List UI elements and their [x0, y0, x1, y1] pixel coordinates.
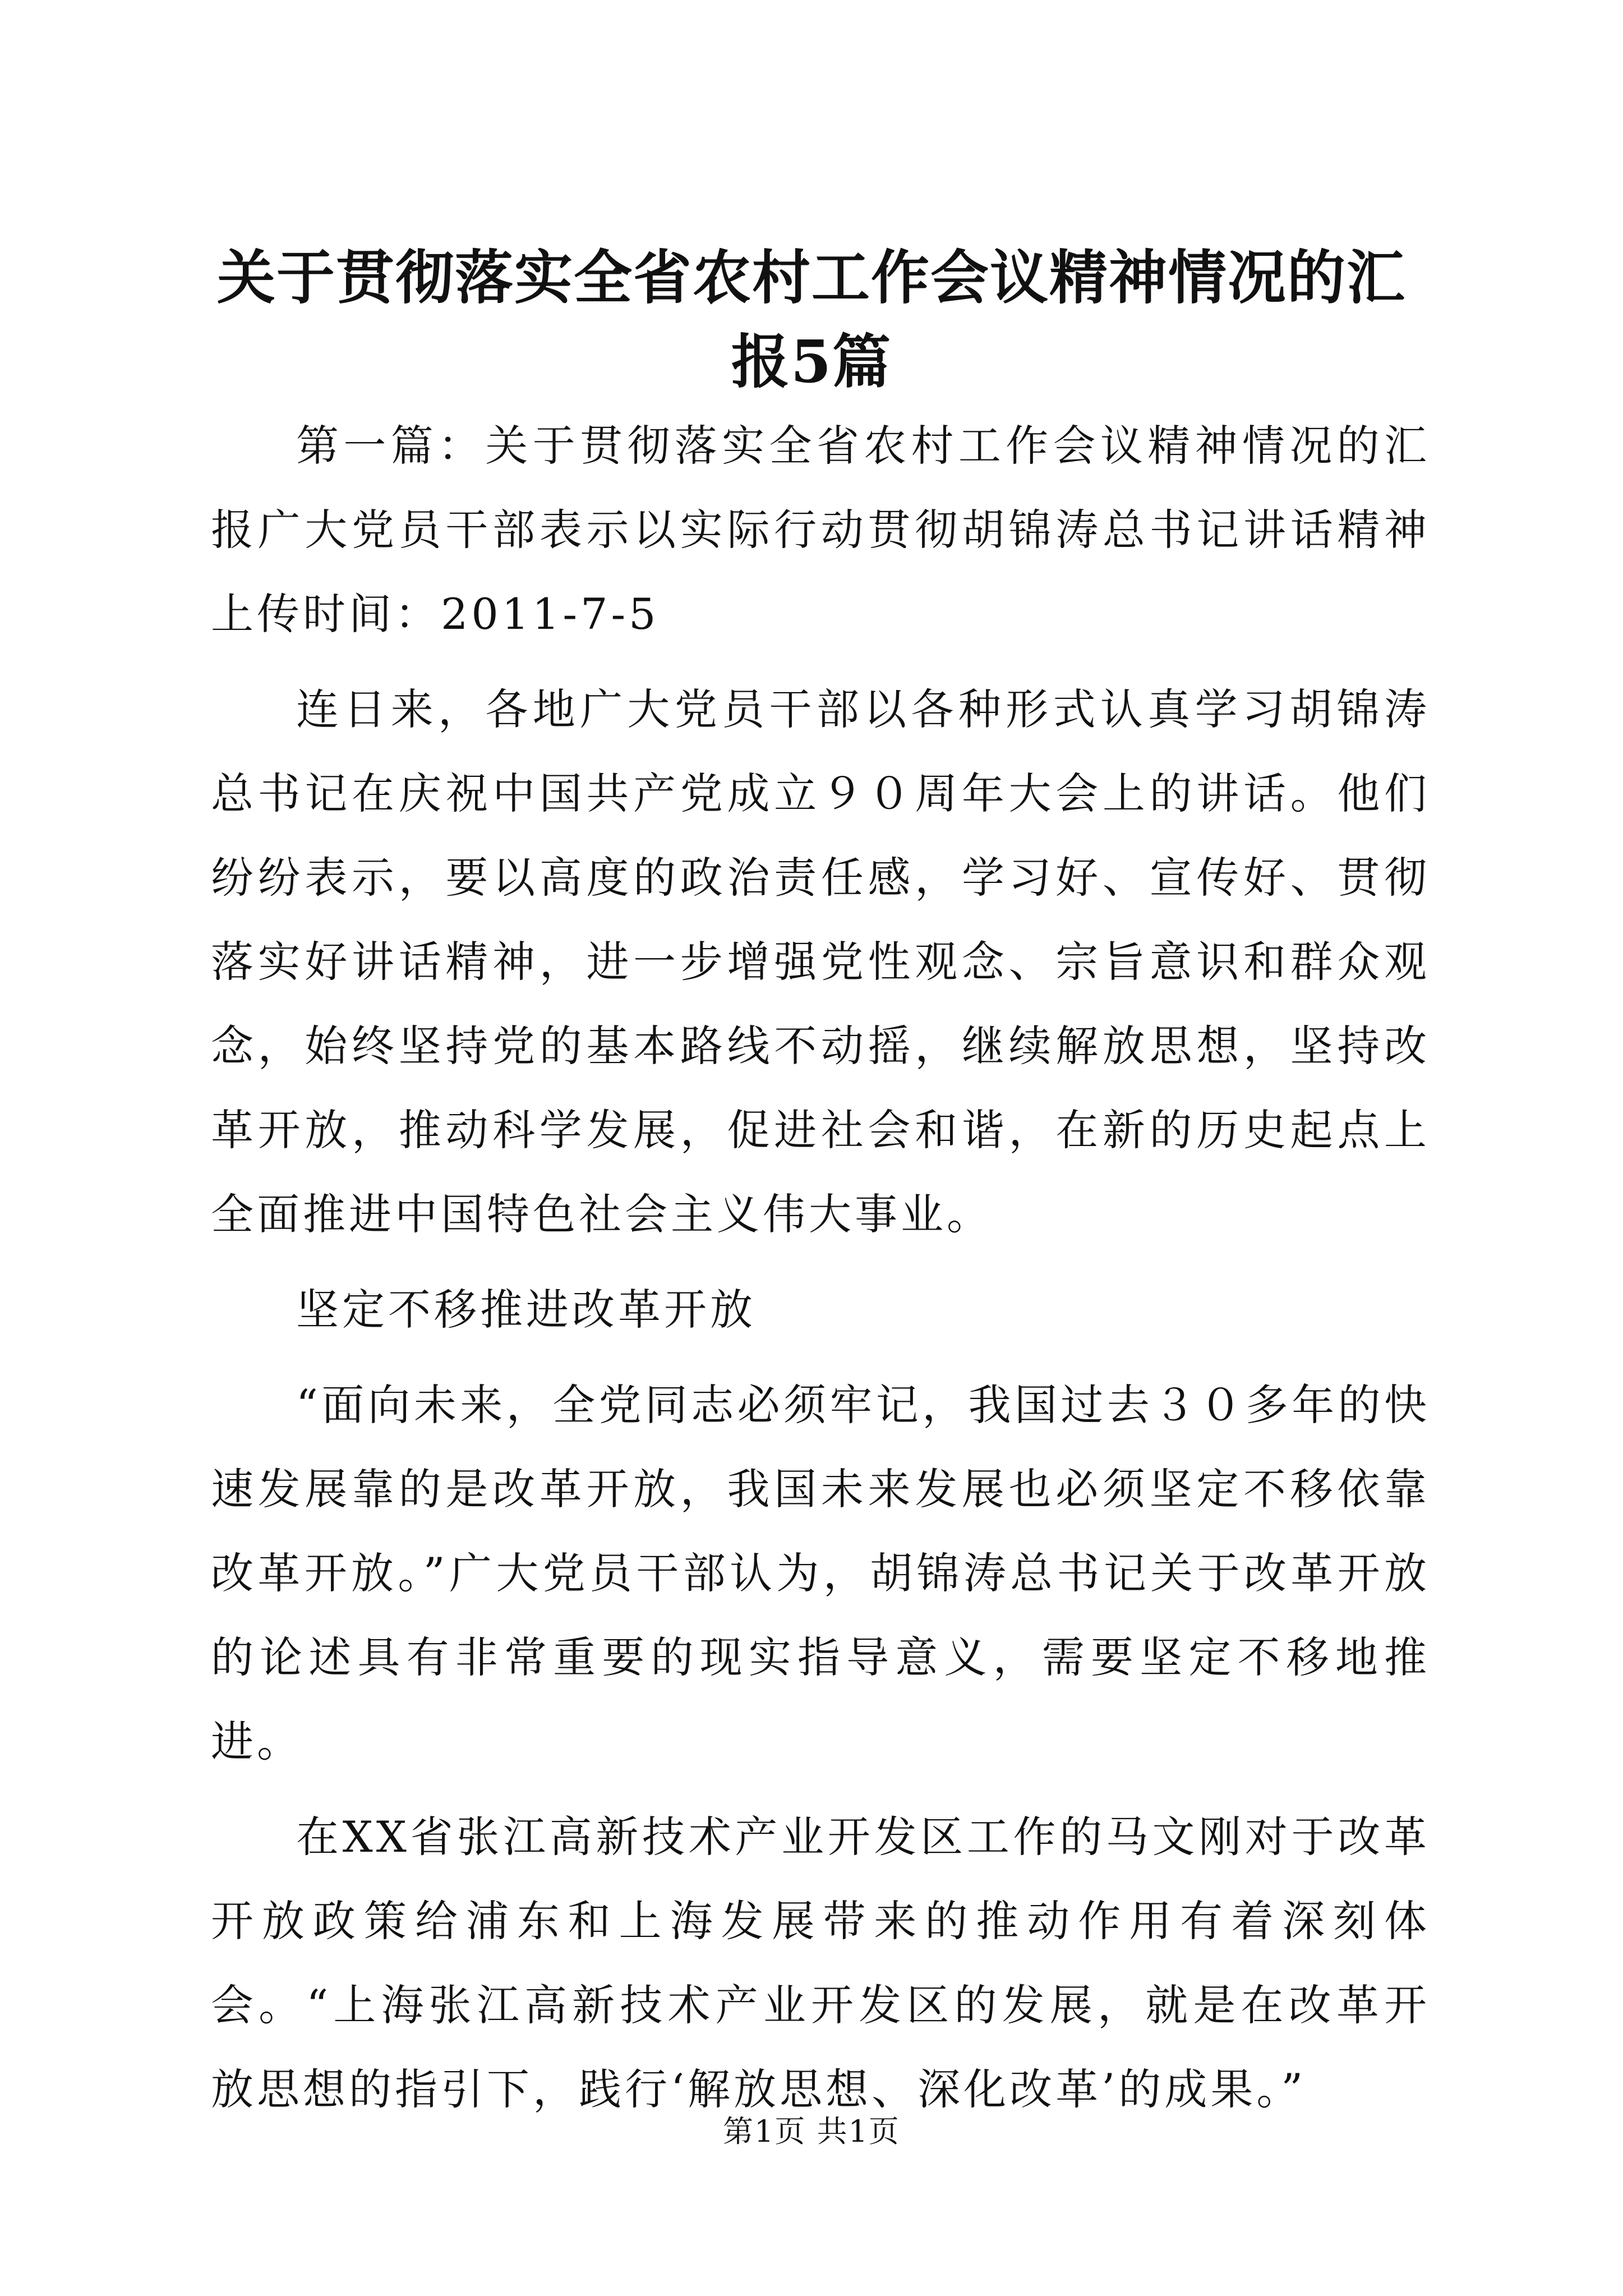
paragraph: 第一篇：关于贯彻落实全省农村工作会议精神情况的汇报广大党员干部表示以实际行动贯彻胡锦涛总书记讲话精神上传时间：2011-7-5 [211, 421, 1430, 639]
document-title: 关于贯彻落实全省农村工作会议精神情况的汇报5篇 [216, 243, 1406, 396]
paragraph: “面向未来，全党同志必须牢记，我国过去３０多年的快速发展靠的是改革开放，我国未来发展也必须坚定不移依靠改革开放。”广大党员干部认为，胡锦涛总书记关于改革开放的论述具有非常重要的现实指导意义，需要坚定不移地推进。 [211, 1380, 1430, 1766]
page-footer: 第1页 共1页 [723, 2114, 900, 2149]
paragraph: 在XX省张江高新技术产业开发区工作的马文刚对于改革开放政策给浦东和上海发展带来的推动作用有着深刻体会。“上海张江高新技术产业开发区的发展，就是在改革开放思想的指引下，践行‘解放思想、深化改革’的成果。” [211, 1812, 1430, 2114]
document-body [211, 404, 1430, 2143]
section-heading: 坚定不移推进改革开放 [296, 1285, 756, 1335]
paragraph: 连日来，各地广大党员干部以各种形式认真学习胡锦涛总书记在庆祝中国共产党成立９０周年大会上的讲话。他们纷纷表示，要以高度的政治责任感，学习好、宣传好、贯彻落实好讲话精神，进一步增强党性观念、宗旨意识和群众观念，始终坚持党的基本路线不动摇，继续解放思想，坚持改革开放，推动科学发展，促进社会和谐，在新的历史起点上全面推进中国特色社会主义伟大事业。 [211, 684, 1430, 1239]
